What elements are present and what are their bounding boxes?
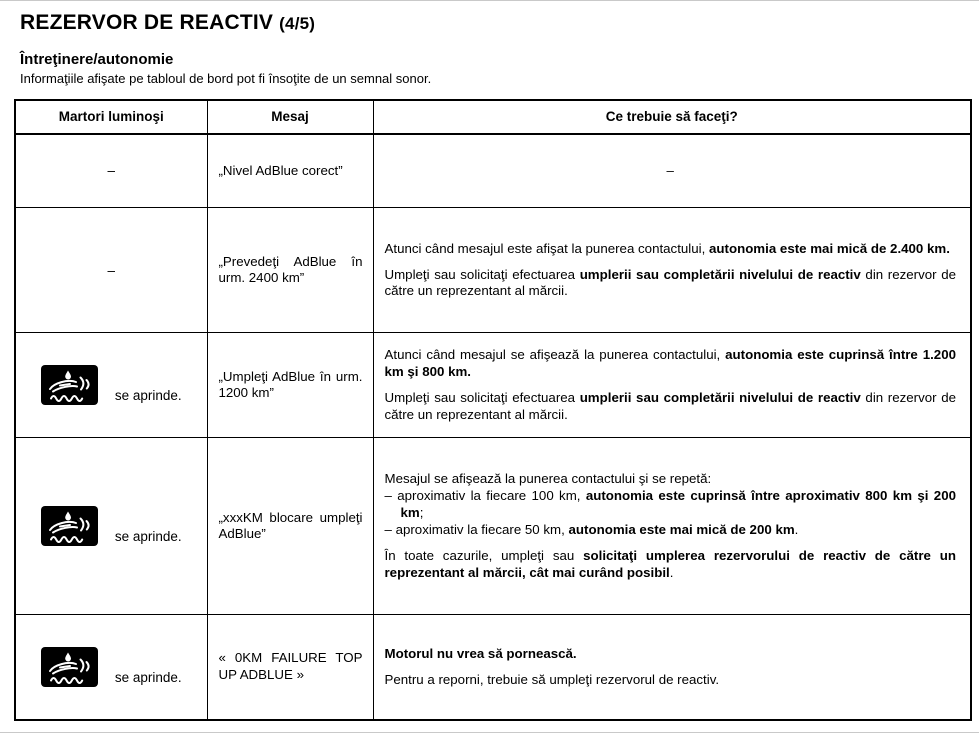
action-paragraph: Umpleţi sau solicitaţi efectuarea umplerii sau completării nivelului de reactiv din rezervor de către un reprezentant al mărcii. [384,266,956,299]
adblue-warning-lamp-icon [41,506,98,546]
header-ce-trebuie: Ce trebuie să faceţi? [373,100,971,134]
table-row [15,438,971,615]
action-cell [373,438,971,615]
indicator-cell [15,208,207,333]
table-row [15,208,971,333]
action-paragraph: Atunci când mesajul se afişează la punerea contactului, autonomia este cuprinsă între 1.200 km şi 800 km. [384,347,956,380]
table-row [15,615,971,720]
table-row [15,134,971,208]
page-title-text: REZERVOR DE REACTIV [20,11,274,34]
indicator-group [26,506,197,546]
indicator-label: se aprinde. [114,670,182,686]
header-mesaj: Mesaj [207,100,373,134]
indicator-cell [15,134,207,208]
adblue-info-table [14,99,972,721]
page-title-suffix: (4/5) [279,14,316,33]
adblue-warning-lamp-icon [41,365,98,405]
action-paragraph: – aproximativ la fiecare 100 km, autonomia este cuprinsă între aproximativ 800 km şi 200 km; [384,488,956,521]
action-cell [373,208,971,333]
action-paragraph: Pentru a reporni, trebuie să umpleţi rezervorul de reactiv. [384,671,720,687]
no-indicator-dash: – [107,262,115,278]
action-paragraph: – aproximativ la fiecare 50 km, autonomia este mai mică de 200 km. [384,521,799,537]
indicator-label: se aprinde. [114,529,182,545]
action-paragraph: Umpleţi sau solicitaţi efectuarea umplerii sau completării nivelului de reactiv din rezervor de către un reprezentant al mărcii. [384,389,956,422]
adblue-warning-lamp-icon [41,647,98,687]
message-cell: „Nivel AdBlue corect” [207,134,373,208]
action-cell [373,615,971,720]
intro-text: Informaţiile afişate pe tabloul de bord pot fi însoţite de un semnal sonor. [20,70,432,86]
indicator-cell [15,438,207,615]
page-title [20,10,970,35]
action-paragraph: În toate cazurile, umpleţi sau solicitaţi umplerea rezervorului de reactiv de către un reprezentant al mărcii, cât mai curând posibil. [384,547,957,580]
section-subtitle: Întreţinere/autonomie [20,51,174,69]
action-paragraph: – [666,162,674,178]
message-cell: „xxxKM blocare umpleţi AdBlue” [207,438,373,615]
table-header-row [15,100,971,134]
action-cell [373,134,971,208]
indicator-cell [15,333,207,438]
indicator-group [26,365,197,405]
header-martori-luminosi: Martori luminoşi [15,100,207,134]
indicator-group [26,647,197,687]
indicator-cell [15,615,207,720]
page-content [0,1,979,721]
action-paragraph: Mesajul se afişează la punerea contactului şi se repetă: [384,471,712,487]
message-cell: „Umpleţi AdBlue în urm. 1200 km” [207,333,373,438]
message-cell: „Prevedeţi AdBlue în urm. 2400 km” [207,208,373,333]
action-paragraph: Motorul nu vrea să pornească. [384,645,577,661]
message-cell: « 0KM FAILURE TOP UP ADBLUE » [207,615,373,720]
indicator-label: se aprinde. [114,388,182,404]
table-row [15,333,971,438]
action-paragraph: Atunci când mesajul este afişat la punerea contactului, autonomia este mai mică de 2.400 km. [384,240,950,256]
action-cell [373,333,971,438]
no-indicator-dash: – [107,163,115,179]
